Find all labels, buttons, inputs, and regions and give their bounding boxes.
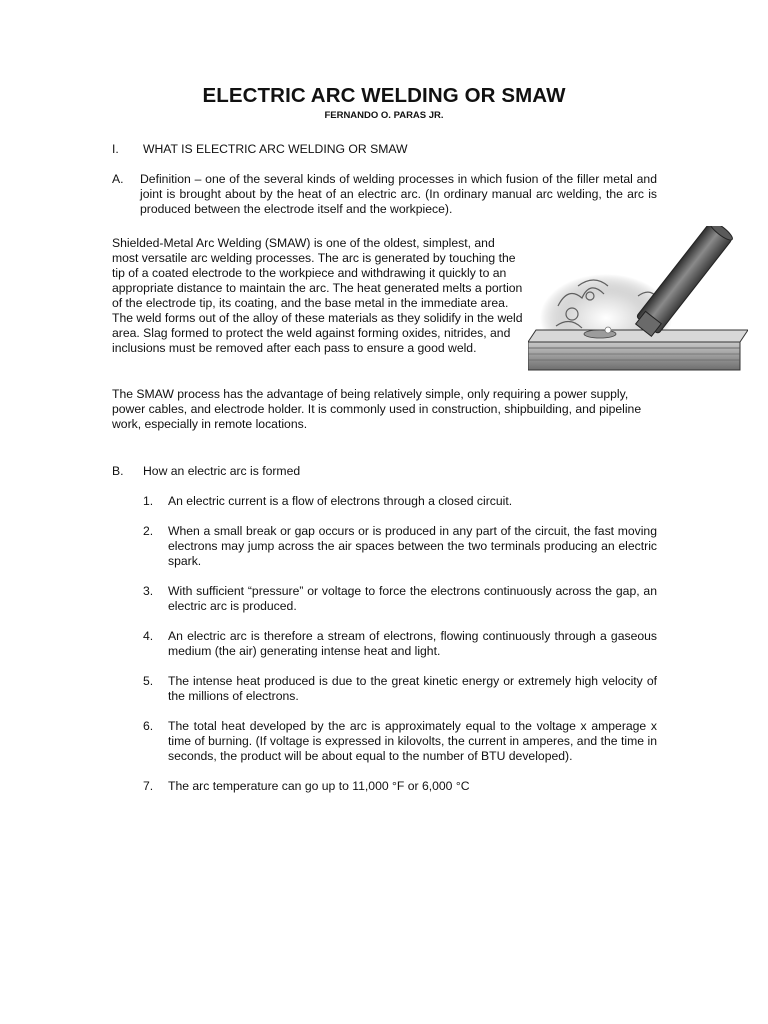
- smaw-description-paragraph: Shielded-Metal Arc Welding (SMAW) is one of the oldest, simplest, and most versatile arc welding processes. The arc is generated by touching the tip of a coated electrode to the workpiece and withdrawing it quickly to an appropriate distance to maintain the arc. The heat generated melts a portion of the electrode tip, its coating, and the base metal in the immediate area. The weld forms out of the alloy of these materials as they solidify in the weld area. Slag formed to protect the weld against forming oxides, nitrides, and inclusions must be removed after each pass to ensure a good weld.: [112, 236, 523, 355]
- list-item: [112, 494, 657, 509]
- section-number: B.: [112, 464, 124, 478]
- list-item-number: 3.: [143, 584, 154, 598]
- arc-formation-steps: [112, 494, 657, 809]
- list-item: [112, 719, 657, 764]
- document-title: ELECTRIC ARC WELDING OR SMAW: [202, 84, 566, 107]
- list-item-number: 2.: [143, 524, 154, 538]
- list-item-number: 1.: [143, 494, 154, 508]
- definition-paragraph: [112, 172, 657, 217]
- list-item-number: 5.: [143, 674, 154, 688]
- definition-text: Definition – one of the several kinds of welding processes in which fusion of the filler metal and joint is brought about by the heat of an electric arc. (In ordinary manual arc welding, the arc is produced between the electrode itself and the workpiece).: [140, 172, 657, 216]
- list-item-number: 4.: [143, 629, 154, 643]
- definition-label: A.: [112, 172, 124, 186]
- list-item: [112, 779, 657, 794]
- section-number: I.: [112, 142, 119, 156]
- list-item: [112, 629, 657, 659]
- advantage-paragraph: The SMAW process has the advantage of being relatively simple, only requiring a power supply, power cables, and electrode holder. It is commonly used in construction, shipbuilding, and pipeline work, especially in remote locations.: [112, 387, 642, 431]
- list-item-text: With sufficient “pressure” or voltage to force the electrons continuously across the gap, an electric arc is produced.: [168, 584, 657, 613]
- list-item-text: The total heat developed by the arc is approximately equal to the voltage x amperage x time of burning. (If voltage is expressed in kilovolts, the current in amperes, and the time in seconds, the product will be about equal to the number of BTU developed).: [168, 719, 657, 763]
- list-item-text: An electric arc is therefore a stream of electrons, flowing continuously through a gaseous medium (the air) generating intense heat and light.: [168, 629, 657, 658]
- section-title: How an electric arc is formed: [143, 464, 301, 478]
- welding-illustration: [528, 226, 748, 378]
- list-item-text: An electric current is a flow of electrons through a closed circuit.: [168, 494, 513, 508]
- list-item-text: The arc temperature can go up to 11,000 °F or 6,000 °C: [168, 779, 470, 793]
- document-author: FERNANDO O. PARAS JR.: [324, 110, 444, 121]
- list-item: [112, 674, 657, 704]
- list-item-number: 7.: [143, 779, 154, 793]
- list-item-number: 6.: [143, 719, 154, 733]
- list-item-text: When a small break or gap occurs or is produced in any part of the circuit, the fast moving electrons may jump across the air spaces between the two terminals producing an electric spark.: [168, 524, 657, 568]
- list-item: [112, 584, 657, 614]
- list-item-text: The intense heat produced is due to the great kinetic energy or extremely high velocity of the millions of electrons.: [168, 674, 657, 703]
- list-item: [112, 524, 657, 569]
- section-title: WHAT IS ELECTRIC ARC WELDING OR SMAW: [143, 142, 408, 156]
